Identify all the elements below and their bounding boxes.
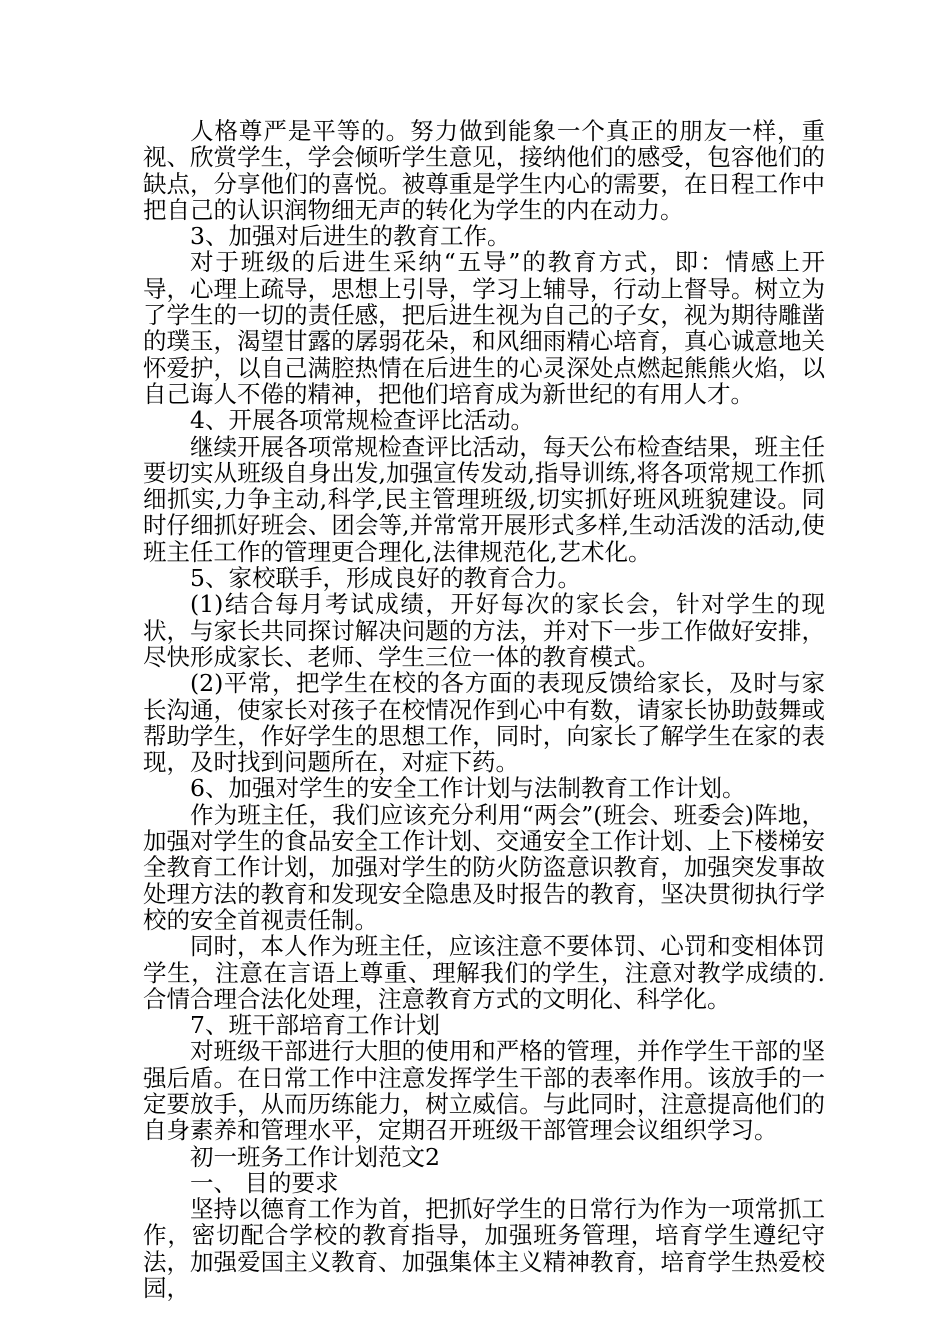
paragraph-9: 坚持以德育工作为首，把抓好学生的日常行为作为一项常抓工作，密切配合学校的教育指导，加强班务管理，培育学生遵纪守法，加强爱国主义教育、加强集体主义精神教育，培育学生热爱校园， (143, 1195, 825, 1303)
paragraph-6: 作为班主任，我们应该充分利用“两会”(班会、班委会)阵地，加强对学生的食品安全工作计划、交通安全工作计划、上下楼梯安全教育工作计划，加强对学生的防火防盗意识教育，加强突发事故处理方法的教育和发现安全隐患及时报告的教育，坚决贯彻执行学校的安全首视责任制。 (143, 800, 825, 934)
paragraph-7: 同时，本人作为班主任，应该注意不要体罚、心罚和变相体罚学生，注意在言语上尊重、理解我们的学生，注意对教学成绩的.合情合理合法化处理，注意教育方式的文明化、科学化。 (143, 932, 825, 1013)
paragraph-1: 人格尊严是平等的。努力做到能象一个真正的朋友一样，重视、欣赏学生，学会倾听学生意见，接纳他们的感受，包容他们的缺点，分享他们的喜悦。被尊重是学生内心的需要，在日程工作中把自己的认识润物细无声的转化为学生的内在动力。 (143, 117, 825, 224)
section-heading-1: 一、 目的要求 (190, 1168, 339, 1197)
document-subtitle: 初一班务工作计划范文2 (190, 1142, 440, 1171)
section-heading-5: 5、家校联手，形成良好的教育合力。 (190, 564, 581, 593)
document-body (143, 118, 825, 1301)
section-heading-7: 7、班干部培育工作计划 (190, 1011, 440, 1040)
section-heading-4: 4、开展各项常规检查评比活动。 (190, 406, 534, 435)
paragraph-8: 对班级干部进行大胆的使用和严格的管理，并作学生干部的坚强后盾。在日常工作中注意发挥学生干部的表率作用。该放手的一定要放手，从而历练能力，树立威信。与此同时，注意提高他们的自身素养和管理水平，定期召开班级干部管理会议组织学习。 (143, 1037, 825, 1145)
section-heading-3: 3、加强对后进生的教育工作。 (190, 222, 511, 251)
paragraph-4: (1)结合每月考试成绩，开好每次的家长会，针对学生的现状，与家长共同探讨解决问题的方法，并对下一步工作做好安排，尽快形成家长、老师、学生三位一体的教育模式。 (143, 590, 825, 671)
paragraph-5: (2)平常，把学生在校的各方面的表现反馈给家长，及时与家长沟通，使家长对孩子在校情况作到心中有数，请家长协助鼓舞或帮助学生，作好学生的思想工作，同时，向家长了解学生在家的表现，及时找到问题所在，对症下药。 (143, 669, 825, 777)
section-heading-6: 6、加强对学生的安全工作计划与法制教育工作计划。 (190, 774, 746, 803)
paragraph-2: 对于班级的后进生采纳“五导”的教育方式，即：情感上开导，心理上疏导，思想上引导，学习上辅导，行动上督导。树立为了学生的一切的责任感，把后进生视为自己的子女，视为期待雕凿的璞玉，渴望甘露的孱弱花朵，和风细雨精心培育，真心诚意地关怀爱护，以自己满腔热情在后进生的心灵深处点燃起熊熊火焰，以自己诲人不倦的精神，把他们培育成为新世纪的有用人才。 (143, 248, 825, 408)
paragraph-3: 继续开展各项常规检查评比活动，每天公布检查结果，班主任要切实从班级自身出发,加强宣传发动,指导训练,将各项常规工作抓细抓实,力争主动,科学,民主管理班级,切实抓好班风班貌建设。同时仔细抓好班会、团会等,并常常开展形式多样,生动活泼的活动,使班主任工作的管理更合理化,法律规范化,艺术化。 (143, 432, 825, 566)
